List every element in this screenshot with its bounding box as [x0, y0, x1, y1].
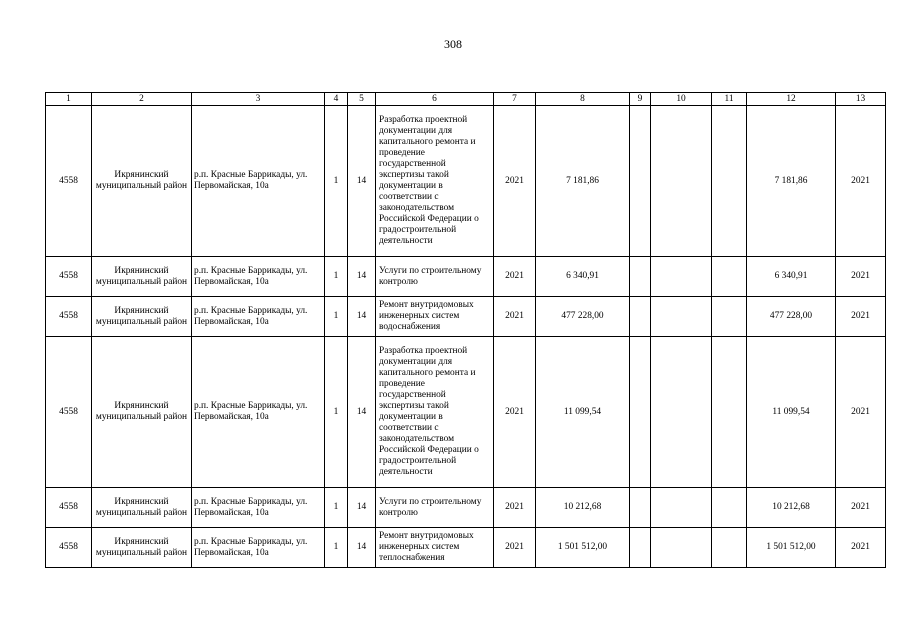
column-12-cell: 11 099,54 [747, 337, 836, 488]
total-cost-cell: 477 228,00 [536, 297, 630, 337]
address-cell: р.п. Красные Баррикады, ул. Первомайская, 10а [192, 257, 325, 297]
column-4-cell: 1 [325, 106, 348, 257]
column-4-cell: 1 [325, 337, 348, 488]
column-9-cell [630, 337, 651, 488]
column-12-cell: 7 181,86 [747, 106, 836, 257]
district-cell: Икрянинский муниципальный район [92, 528, 192, 568]
column-header: 12 [747, 93, 836, 106]
total-cost-cell: 7 181,86 [536, 106, 630, 257]
address-cell: р.п. Красные Баррикады, ул. Первомайская, 10а [192, 488, 325, 528]
column-10-cell [651, 337, 712, 488]
address-cell: р.п. Красные Баррикады, ул. Первомайская, 10а [192, 106, 325, 257]
total-cost-cell: 10 212,68 [536, 488, 630, 528]
column-11-cell [712, 106, 747, 257]
district-cell: Икрянинский муниципальный район [92, 297, 192, 337]
address-cell: р.п. Красные Баррикады, ул. Первомайская, 10а [192, 297, 325, 337]
column-12-cell: 1 501 512,00 [747, 528, 836, 568]
column-header: 7 [494, 93, 536, 106]
district-cell: Икрянинский муниципальный район [92, 488, 192, 528]
column-header: 6 [376, 93, 494, 106]
total-cost-cell: 11 099,54 [536, 337, 630, 488]
column-header: 13 [836, 93, 886, 106]
column-header: 3 [192, 93, 325, 106]
table-row [46, 106, 886, 257]
column-header: 8 [536, 93, 630, 106]
column-header: 1 [46, 93, 92, 106]
column-4-cell: 1 [325, 257, 348, 297]
work-type-cell: Ремонт внутридомовых инженерных систем теплоснабжения [376, 528, 494, 568]
district-cell: Икрянинский муниципальный район [92, 257, 192, 297]
year-cell: 2021 [494, 297, 536, 337]
column-12-cell: 477 228,00 [747, 297, 836, 337]
table-row [46, 337, 886, 488]
page-number: 308 [444, 37, 462, 51]
column-header: 2 [92, 93, 192, 106]
column-13-cell: 2021 [836, 257, 886, 297]
table-row [46, 528, 886, 568]
object-id-cell: 4558 [46, 528, 92, 568]
column-11-cell [712, 337, 747, 488]
object-id-cell: 4558 [46, 297, 92, 337]
column-13-cell: 2021 [836, 297, 886, 337]
total-cost-cell: 1 501 512,00 [536, 528, 630, 568]
object-id-cell: 4558 [46, 106, 92, 257]
year-cell: 2021 [494, 488, 536, 528]
work-type-cell: Услуги по строительному контролю [376, 488, 494, 528]
column-12-cell: 10 212,68 [747, 488, 836, 528]
column-13-cell: 2021 [836, 528, 886, 568]
column-5-cell: 14 [348, 528, 376, 568]
column-5-cell: 14 [348, 297, 376, 337]
column-4-cell: 1 [325, 528, 348, 568]
district-cell: Икрянинский муниципальный район [92, 337, 192, 488]
column-9-cell [630, 488, 651, 528]
column-5-cell: 14 [348, 106, 376, 257]
year-cell: 2021 [494, 257, 536, 297]
work-type-cell: Разработка проектной документации для капитального ремонта и проведение государственной экспертизы такой документации в соответствии с законодательством Российской Федерации о градостроительной деятельности [376, 337, 494, 488]
table-row [46, 488, 886, 528]
column-header: 11 [712, 93, 747, 106]
table-row [46, 257, 886, 297]
year-cell: 2021 [494, 528, 536, 568]
column-10-cell [651, 488, 712, 528]
column-number-row [46, 93, 886, 106]
column-4-cell: 1 [325, 297, 348, 337]
column-11-cell [712, 257, 747, 297]
capital-repair-table [45, 92, 886, 568]
work-type-cell: Услуги по строительному контролю [376, 257, 494, 297]
work-type-cell: Ремонт внутридомовых инженерных систем водоснабжения [376, 297, 494, 337]
address-cell: р.п. Красные Баррикады, ул. Первомайская, 10а [192, 528, 325, 568]
total-cost-cell: 6 340,91 [536, 257, 630, 297]
column-9-cell [630, 528, 651, 568]
column-9-cell [630, 106, 651, 257]
column-9-cell [630, 257, 651, 297]
column-header: 10 [651, 93, 712, 106]
column-5-cell: 14 [348, 257, 376, 297]
column-header: 5 [348, 93, 376, 106]
object-id-cell: 4558 [46, 488, 92, 528]
column-4-cell: 1 [325, 488, 348, 528]
address-cell: р.п. Красные Баррикады, ул. Первомайская, 10а [192, 337, 325, 488]
table-row [46, 297, 886, 337]
year-cell: 2021 [494, 106, 536, 257]
column-5-cell: 14 [348, 488, 376, 528]
column-10-cell [651, 106, 712, 257]
column-header: 4 [325, 93, 348, 106]
column-10-cell [651, 257, 712, 297]
work-type-cell: Разработка проектной документации для капитального ремонта и проведение государственной экспертизы такой документации в соответствии с законодательством Российской Федерации о градостроительной деятельности [376, 106, 494, 257]
column-13-cell: 2021 [836, 106, 886, 257]
object-id-cell: 4558 [46, 337, 92, 488]
column-13-cell: 2021 [836, 337, 886, 488]
column-11-cell [712, 528, 747, 568]
column-12-cell: 6 340,91 [747, 257, 836, 297]
column-10-cell [651, 297, 712, 337]
district-cell: Икрянинский муниципальный район [92, 106, 192, 257]
column-13-cell: 2021 [836, 488, 886, 528]
year-cell: 2021 [494, 337, 536, 488]
column-11-cell [712, 488, 747, 528]
column-11-cell [712, 297, 747, 337]
column-header: 9 [630, 93, 651, 106]
column-5-cell: 14 [348, 337, 376, 488]
object-id-cell: 4558 [46, 257, 92, 297]
column-9-cell [630, 297, 651, 337]
column-10-cell [651, 528, 712, 568]
